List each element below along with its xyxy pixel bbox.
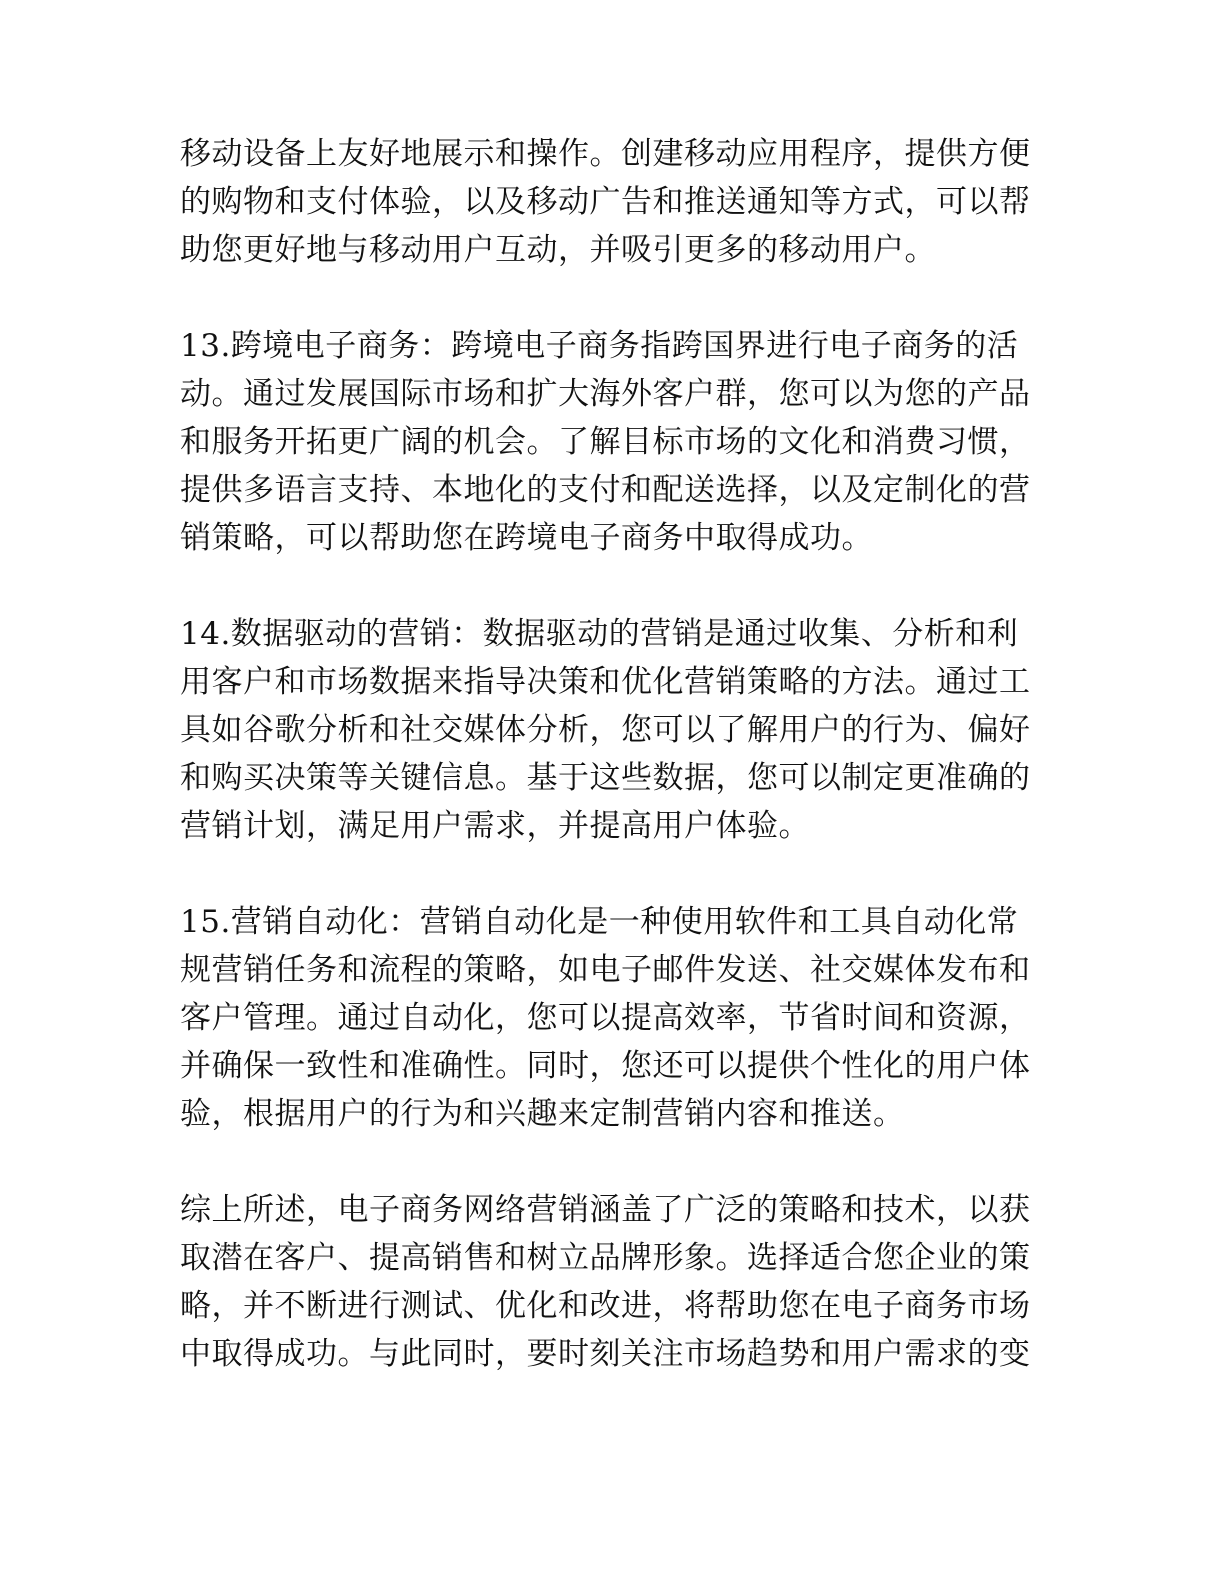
paragraph-summary [180, 1186, 1044, 1378]
text-line: 15.营销自动化：营销自动化是一种使用软件和工具自动化常 [180, 904, 1019, 940]
text-line: 移动设备上友好地展示和操作。创建移动应用程序，提供方便 [180, 136, 1031, 172]
paragraph-marketing-automation [180, 898, 1044, 1138]
paragraph-data-driven-marketing [180, 610, 1044, 850]
text-line: 14.数据驱动的营销：数据驱动的营销是通过收集、分析和利 [180, 616, 1019, 652]
paragraph-cross-border-ecommerce [180, 322, 1044, 562]
text-line: 取潜在客户、提高销售和树立品牌形象。选择适合您企业的策 [180, 1240, 1031, 1276]
text-line: 13.跨境电子商务：跨境电子商务指跨国界进行电子商务的活 [180, 328, 1019, 364]
text-line: 动。通过发展国际市场和扩大海外客户群，您可以为您的产品 [180, 376, 1031, 412]
text-line: 规营销任务和流程的策略，如电子邮件发送、社交媒体发布和 [180, 952, 1031, 988]
text-line: 销策略，可以帮助您在跨境电子商务中取得成功。 [180, 520, 873, 556]
text-line: 助您更好地与移动用户互动，并吸引更多的移动用户。 [180, 232, 936, 268]
paragraph-mobile-marketing-continued [180, 130, 1044, 274]
text-line: 和购买决策等关键信息。基于这些数据，您可以制定更准确的 [180, 760, 1031, 796]
document-body [180, 130, 1044, 1426]
text-line: 验，根据用户的行为和兴趣来定制营销内容和推送。 [180, 1096, 905, 1132]
text-line: 提供多语言支持、本地化的支付和配送选择，以及定制化的营 [180, 472, 1031, 508]
text-line: 略，并不断进行测试、优化和改进，将帮助您在电子商务市场 [180, 1288, 1031, 1324]
text-line: 用客户和市场数据来指导决策和优化营销策略的方法。通过工 [180, 664, 1031, 700]
text-line: 和服务开拓更广阔的机会。了解目标市场的文化和消费习惯， [180, 424, 1031, 460]
text-line: 综上所述，电子商务网络营销涵盖了广泛的策略和技术，以获 [180, 1192, 1031, 1228]
text-line: 的购物和支付体验，以及移动广告和推送通知等方式，可以帮 [180, 184, 1031, 220]
text-line: 营销计划，满足用户需求，并提高用户体验。 [180, 808, 810, 844]
text-line: 中取得成功。与此同时，要时刻关注市场趋势和用户需求的变 [180, 1336, 1031, 1372]
text-line: 具如谷歌分析和社交媒体分析，您可以了解用户的行为、偏好 [180, 712, 1031, 748]
text-line: 客户管理。通过自动化，您可以提高效率，节省时间和资源， [180, 1000, 1031, 1036]
text-line: 并确保一致性和准确性。同时，您还可以提供个性化的用户体 [180, 1048, 1031, 1084]
